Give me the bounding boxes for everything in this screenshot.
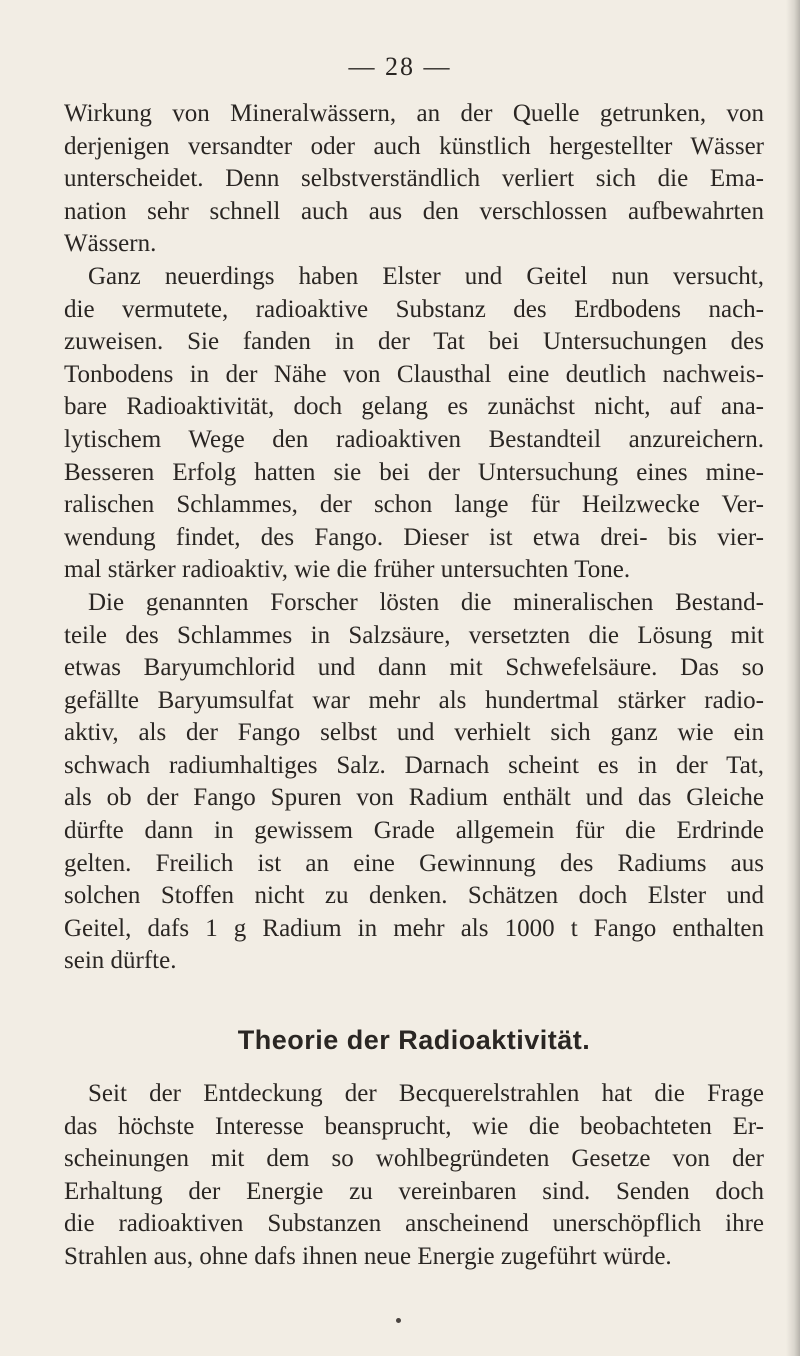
text-line: gefällte Baryumsulfat war mehr als hundertmal stärker radio- bbox=[64, 686, 764, 714]
text-line: sein dürfte. bbox=[64, 947, 177, 975]
text-column bbox=[64, 98, 764, 1274]
text-line: wendung findet, des Fango. Dieser ist etwa drei- bis vier- bbox=[64, 523, 764, 551]
text-line: die vermutete, radioaktive Substanz des Erdbodens nach- bbox=[64, 295, 764, 323]
text-line: solchen Stoffen nicht zu denken. Schätzen doch Elster und bbox=[64, 882, 764, 910]
text-line: teile des Schlammes in Salzsäure, versetzten die Lösung mit bbox=[64, 621, 764, 649]
text-line: schwach radiumhaltiges Salz. Darnach scheint es in der Tat, bbox=[64, 751, 764, 779]
paragraph-2 bbox=[64, 261, 764, 587]
text-line: Strahlen aus, ohne dafs ihnen neue Energie zugeführt würde. bbox=[64, 1243, 672, 1270]
text-line: dürfte dann in gewissem Grade allgemein für die Erdrinde bbox=[64, 817, 764, 845]
text-line: gelten. Freilich ist an eine Gewinnung des Radiums aus bbox=[64, 849, 764, 877]
text-line: etwas Baryumchlorid und dann mit Schwefelsäure. Das so bbox=[64, 654, 764, 682]
text-line: scheinungen mit dem so wohlbegründeten Gesetze von der bbox=[64, 1145, 764, 1173]
text-line: zuweisen. Sie fanden in der Tat bei Untersuchungen des bbox=[64, 328, 764, 356]
text-line: Wässern. bbox=[64, 230, 157, 258]
text-line: Wirkung von Mineralwässern, an der Quelle getrunken, von bbox=[64, 100, 764, 127]
text-line: Besseren Erfolg hatten sie bei der Untersuchung eines mine- bbox=[64, 458, 764, 486]
text-line: ralischen Schlammes, der schon lange für Heilzwecke Ver- bbox=[64, 491, 764, 519]
text-line: die radioaktiven Substanzen anscheinend unerschöpflich ihre bbox=[64, 1210, 764, 1238]
section-heading: Theorie der Radioaktivität. bbox=[237, 1025, 591, 1056]
text-line: das höchste Interesse beansprucht, wie die beobachteten Er- bbox=[64, 1112, 764, 1140]
text-line: unterscheidet. Denn selbstverständlich verliert sich die Ema- bbox=[64, 165, 764, 193]
text-line: nation sehr schnell auch aus den verschlossen aufbewahrten bbox=[64, 197, 764, 225]
text-line: Geitel, dafs 1 g Radium in mehr als 1000 t Fango enthalten bbox=[64, 914, 764, 942]
text-line: aktiv, als der Fango selbst und verhielt sich ganz wie ein bbox=[64, 719, 764, 747]
text-line: Erhaltung der Energie zu vereinbaren sind. Senden doch bbox=[64, 1177, 764, 1205]
ink-dot bbox=[396, 1318, 401, 1323]
text-line: bare Radioaktivität, doch gelang es zunächst nicht, auf ana- bbox=[64, 393, 764, 421]
text-line: Ganz neuerdings haben Elster und Geitel nun versucht, bbox=[88, 262, 764, 290]
text-line: lytischem Wege den radioaktiven Bestandteil anzureichern. bbox=[64, 425, 764, 453]
text-line: derjenigen versandter oder auch künstlich hergestellter Wässer bbox=[64, 132, 764, 160]
paragraph-3 bbox=[64, 587, 764, 978]
paragraph-4 bbox=[64, 1078, 764, 1274]
text-line: Die genannten Forscher lösten die mineralischen Bestand- bbox=[88, 588, 764, 616]
text-line: Seit der Entdeckung der Becquerelstrahlen hat die Frage bbox=[88, 1080, 764, 1108]
text-line: Tonbodens in der Nähe von Clausthal eine deutlich nachweis- bbox=[64, 360, 764, 388]
page-edge-shadow bbox=[786, 0, 800, 1356]
page-number: — 28 — bbox=[348, 52, 452, 81]
paragraph-1 bbox=[64, 98, 764, 261]
text-line: als ob der Fango Spuren von Radium enthält und das Gleiche bbox=[64, 784, 764, 812]
text-line: mal stärker radioaktiv, wie die früher untersuchten Tone. bbox=[64, 556, 631, 584]
